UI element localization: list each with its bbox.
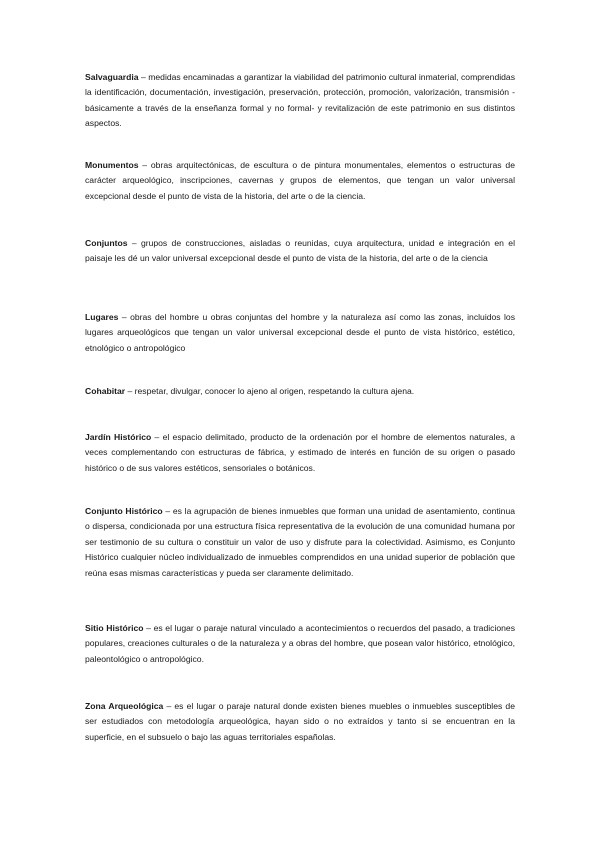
entry-sitio-historico [85, 621, 515, 667]
entry-term: Sitio Histórico [85, 623, 144, 633]
entry-jardin-historico [85, 430, 515, 476]
entry-salvaguardia [85, 70, 515, 132]
entry-zona-arqueologica [85, 699, 515, 745]
entry-conjuntos [85, 236, 515, 267]
entry-cohabitar [85, 384, 414, 399]
entry-term: Conjunto Histórico [85, 506, 163, 516]
entry-definition: – es el lugar o paraje natural donde existen bienes muebles o inmuebles susceptibles de ser estudiados con metodología arqueológica, hayan sido o no extraídos y tanto si se encuentran en la superficie, en el subsuelo o bajo las aguas territoriales españolas. [85, 701, 515, 742]
entry-term: Monumentos [85, 160, 139, 170]
entry-lugares [85, 310, 515, 356]
entry-definition: – obras del hombre u obras conjuntas del hombre y la naturaleza así como las zonas, incluidos los lugares arqueológicos que tengan un valor universal excepcional desde el punto de vista histórico, estético, etnológico o antropológico [85, 312, 515, 353]
entry-definition: – medidas encaminadas a garantizar la viabilidad del patrimonio cultural inmaterial, comprendidas la identificación, documentación, investigación, preservación, protección, promoción, valorización, transmisión - básicamente a través de la enseñanza formal y no formal- y revitalización de este patrimonio en sus distintos aspectos. [85, 72, 515, 129]
entry-definition: – obras arquitectónicas, de escultura o de pintura monumentales, elementos o estructuras de carácter arqueológico, inscripciones, cavernas y grupos de elementos, que tengan un valor universal excepcional desde el punto de vista de la historia, del arte o de la ciencia. [85, 160, 515, 201]
entry-definition: – respetar, divulgar, conocer lo ajeno al origen, respetando la cultura ajena. [125, 386, 415, 396]
entry-definition: – el espacio delimitado, producto de la ordenación por el hombre de elementos naturales, a veces complementando con estructuras de fábrica, y estimado de interés en función de su origen o pasado histórico o de sus valores estéticos, sensoriales o botánicos. [85, 432, 515, 473]
entry-monumentos [85, 158, 515, 204]
entry-term: Salvaguardia [85, 72, 139, 82]
entry-definition: – es el lugar o paraje natural vinculado a acontecimientos o recuerdos del pasado, a tradiciones populares, creaciones culturales o de la naturaleza y a obras del hombre, que posean valor histórico, etnológico, paleontológico o antropológico. [85, 623, 515, 664]
entry-conjunto-historico [85, 504, 515, 581]
entry-term: Cohabitar [85, 386, 126, 396]
entry-term: Jardín Histórico [85, 432, 152, 442]
entry-definition: – grupos de construcciones, aisladas o reunidas, cuya arquitectura, unidad e integración en el paisaje les dé un valor universal excepcional desde el punto de vista de la historia, del arte o de la ciencia [85, 238, 515, 264]
entry-term: Zona Arqueológica [85, 701, 164, 711]
entry-term: Lugares [85, 312, 119, 322]
entry-term: Conjuntos [85, 238, 128, 248]
entry-definition: – es la agrupación de bienes inmuebles que forman una unidad de asentamiento, continua o dispersa, condicionada por una estructura física representativa de la evolución de una comunidad humana por ser testimonio de su cultura o constituir un valor de uso y disfrute para la colectividad. Asimismo, es Conjunto Histórico cualquier núcleo individualizado de inmuebles comprendidos en una unidad superior de población que reúna esas mismas características y pueda ser claramente delimitado. [85, 506, 516, 578]
